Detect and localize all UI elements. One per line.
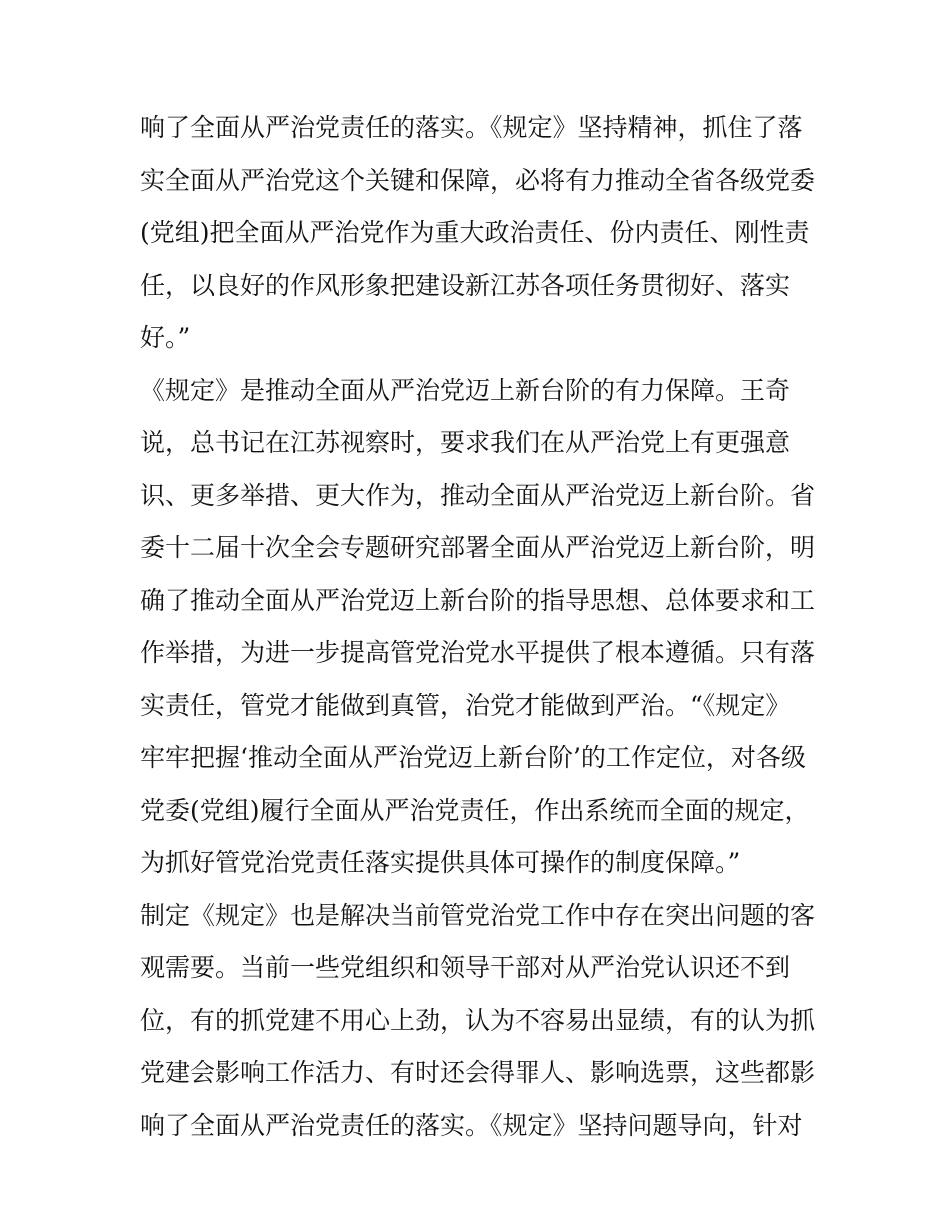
body-text (140, 106, 820, 1156)
text-line-13: 牢牢把握‘推动全面从严治党迈上新台阶’的工作定位，对各级 (140, 743, 806, 772)
text-line-12: 实责任，管党才能做到真管，治党才能做到严治。“《规定》 (140, 690, 791, 720)
text-line-18: 位，有的抓党建不用心上劲，认为不容易出显绩，有的认为抓 (140, 1005, 816, 1035)
text-line-10: 确了推动全面从严治党迈上新台阶的指导思想、总体要求和工 (140, 585, 816, 615)
text-line-14: 党委(党组)履行全面从严治党责任，作出系统而全面的规定， (140, 795, 810, 825)
text-line-17: 观需要。当前一些党组织和领导干部对从严治党认识还不到 (140, 953, 791, 982)
text-line-1: 响了全面从严治党责任的落实。《规定》坚持精神，抓住了落 (140, 113, 803, 142)
text-line-6: 《规定》是推动全面从严治党迈上新台阶的有力保障。王奇 (140, 375, 791, 405)
text-line-20: 响了全面从严治党责任的落实。《规定》坚持问题导向，针对 (140, 1110, 803, 1140)
text-line-5: 好。” (140, 323, 191, 352)
text-line-11: 作举措，为进一步提高管党治党水平提供了根本遵循。只有落 (140, 638, 816, 667)
text-line-7: 说，总书记在江苏视察时，要求我们在从严治党上有更强意 (140, 428, 791, 457)
text-line-19: 党建会影响工作活力、有时还会得罪人、影响选票，这些都影 (140, 1058, 816, 1087)
text-line-2: 实全面从严治党这个关键和保障，必将有力推动全省各级党委 (140, 165, 816, 195)
text-line-9: 委十二届十次全会专题研究部署全面从严治党迈上新台阶，明 (140, 533, 816, 562)
text-line-3: (党组)把全面从严治党作为重大政治责任、份内责任、刚性责 (140, 218, 810, 247)
text-line-4: 任，以良好的作风形象把建设新江苏各项任务贯彻好、落实 (140, 270, 791, 300)
text-line-8: 识、更多举措、更大作为，推动全面从严治党迈上新台阶。省 (140, 480, 816, 510)
text-line-16: 制定《规定》也是解决当前管党治党工作中存在突出问题的客 (140, 900, 816, 930)
text-line-15: 为抓好管党治党责任落实提供具体可操作的制度保障。” (140, 848, 741, 877)
